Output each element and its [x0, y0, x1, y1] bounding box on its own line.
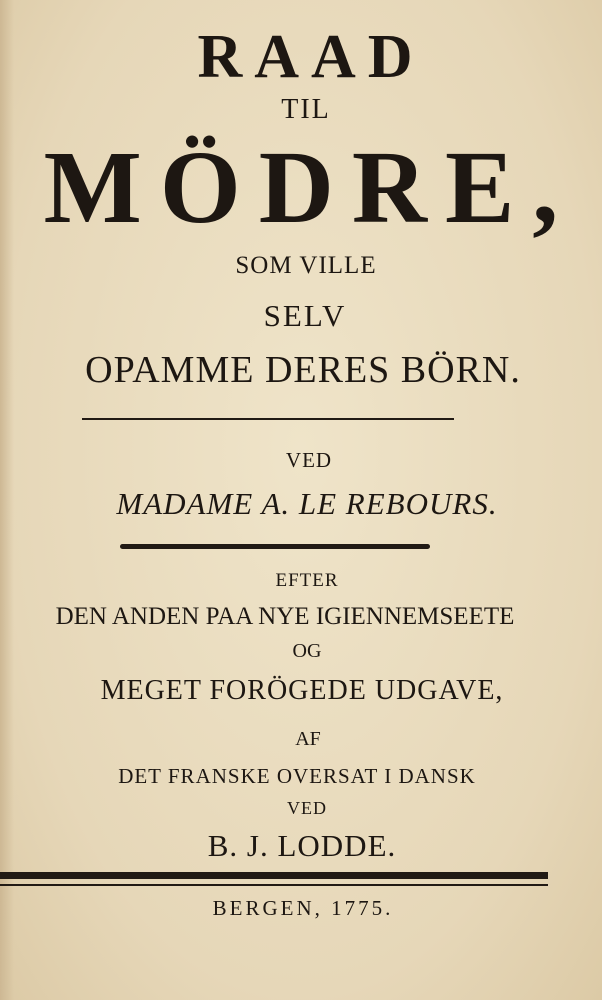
author-name: MADAME A. LE REBOURS.	[116, 486, 498, 521]
subtitle-opamme: OPAMME DERES BÖRN.	[85, 349, 521, 391]
divider-heavy	[0, 872, 548, 879]
translation-det-franske: DET FRANSKE OVERSAT I DANSK	[118, 764, 476, 788]
edition-meget: MEGET FORÖGEDE UDGAVE,	[100, 675, 504, 706]
title-modre: MÖDRE,	[43, 130, 577, 245]
edition-og: OG	[292, 640, 322, 662]
translator-ved: VED	[287, 798, 327, 818]
imprint: BERGEN, 1775.	[212, 896, 394, 920]
subtitle-selv: SELV	[263, 298, 347, 333]
translation-af: AF	[295, 728, 321, 750]
divider-thick	[120, 544, 430, 549]
edition-den-anden: DEN ANDEN PAA NYE IGIENNEMSEETE	[55, 603, 515, 630]
divider-under	[0, 884, 548, 886]
translator-name: B. J. LODDE.	[207, 828, 397, 863]
subtitle-som-ville: SOM VILLE	[235, 252, 377, 279]
edition-efter: EFTER	[275, 570, 339, 591]
title-til: TIL	[281, 94, 331, 125]
title-raad: RAAD	[197, 23, 425, 91]
by-label: VED	[285, 448, 333, 472]
divider-thin	[82, 418, 454, 420]
